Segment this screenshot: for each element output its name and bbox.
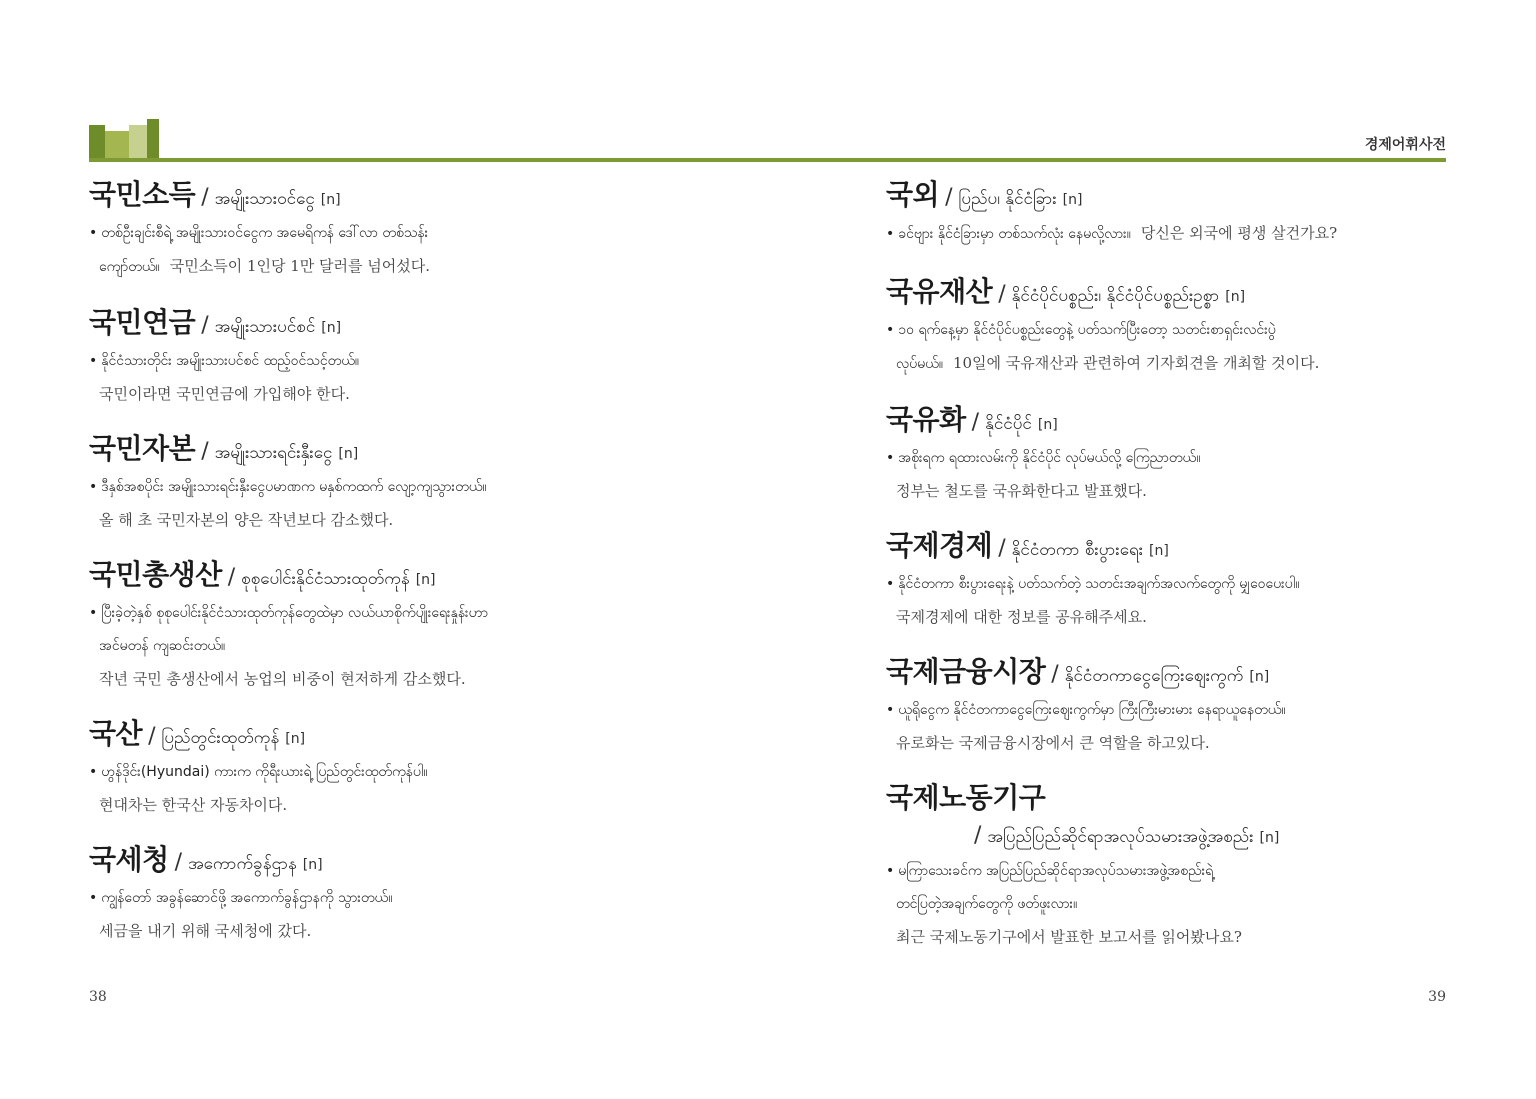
entry-head <box>886 275 1506 314</box>
example-korean: 정부는 철도를 국유화한다고 발표했다. <box>896 482 1147 500</box>
example-line <box>886 314 1506 347</box>
bullet: • <box>89 605 98 621</box>
example-line <box>89 250 709 284</box>
example-line <box>89 217 709 250</box>
entry-gugoe <box>886 178 1506 251</box>
pos-tag: [n] <box>1062 192 1083 208</box>
myanmar-term: နိုင်ငံပိုင်ပစ္စည်း၊ နိုင်ငံပိုင်ပစ္စည်းဥစ္စာ <box>1011 286 1220 306</box>
bullet: • <box>886 450 895 466</box>
pos-tag: [n] <box>302 857 323 873</box>
korean-term: 국세청 <box>89 843 169 876</box>
logo-block <box>129 125 147 161</box>
entry-head <box>89 717 709 756</box>
myanmar-term: နိုင်ငံပိုင် <box>985 414 1032 434</box>
example-line <box>89 756 709 789</box>
entry-head <box>886 403 1506 442</box>
entry-gugyuhwa <box>886 403 1506 507</box>
pos-tag: [n] <box>1259 830 1280 846</box>
pos-tag: [n] <box>285 731 306 747</box>
separator: / <box>201 185 209 210</box>
korean-term: 국민연금 <box>89 306 196 339</box>
example-line <box>89 345 709 378</box>
publisher-logo <box>89 119 159 161</box>
example-myanmar: နိုင်ငံတကာ စီးပွားရေးနဲ့ ပတ်သက်တဲ့ သတင်းအချက်အလက်တွေကို မျှဝေပေးပါ။ <box>898 576 1300 592</box>
example-myanmar: ယူရိုငွေက နိုင်ငံတကာငွေကြေးဈေးကွက်မှာ ကြီးကြီးမားမား နေရာယူနေတယ်။ <box>898 702 1286 718</box>
separator: / <box>945 185 953 210</box>
example-myanmar: နိုင်ငံသားတိုင်း အမျိုးသားပင်စင် ထည့်ဝင်သင့်တယ်။ <box>101 353 360 369</box>
page-number-left: 38 <box>89 989 107 1005</box>
example-myanmar: ဒီနှစ်အစပိုင်း အမျိုးသားရင်းနှီးငွေပမာဏက မနှစ်ကထက် လျော့ကျသွားတယ်။ <box>101 479 487 495</box>
example-myanmar: ပြီးခဲ့တဲ့နှစ် စုစုပေါင်းနိုင်ငံသားထုတ်ကုန်တွေထဲမှာ လယ်ယာစိုက်ပျိုးရေးနှုန်းဟာ <box>101 605 489 621</box>
bullet: • <box>89 353 98 369</box>
myanmar-term: နိုင်ငံတကာငွေကြေးဈေးကွက် <box>1064 666 1244 686</box>
korean-term: 국외 <box>886 178 940 211</box>
korean-term: 국제노동기구 <box>886 781 1046 814</box>
pos-tag: [n] <box>1037 417 1058 433</box>
example-line <box>89 471 709 504</box>
pos-tag: [n] <box>321 320 342 336</box>
example-korean: 당신은 외국에 평생 살건가요? <box>1140 224 1338 242</box>
myanmar-term: အမျိုးသားရင်းနှီးငွေ <box>214 443 333 463</box>
korean-term: 국민소득 <box>89 178 196 211</box>
example-korean: 최근 국제노동기구에서 발표한 보고서를 읽어봤나요? <box>896 928 1242 946</box>
entry-gukmin-yeongeum <box>89 306 709 410</box>
example-line <box>89 597 709 630</box>
separator: / <box>201 313 209 338</box>
pos-tag: [n] <box>1225 289 1246 305</box>
bullet: • <box>89 764 98 780</box>
example-korean: 국민소득이 1인당 1만 달러를 넘어섰다. <box>169 257 431 275</box>
myanmar-term: အမျိုးသားဝင်ငွေ <box>214 189 315 209</box>
example-line <box>886 694 1506 727</box>
example-myanmar: ကျွန်တော် အခွန်ဆောင်ဖို့ အကောက်ခွန်ဌာနကို သွားတယ်။ <box>101 890 393 906</box>
example-line <box>89 630 709 663</box>
separator: / <box>201 439 209 464</box>
bullet: • <box>886 702 895 718</box>
entry-head <box>89 843 709 882</box>
entry-head <box>89 178 709 217</box>
example-line <box>886 855 1506 888</box>
logo-block <box>147 119 159 161</box>
bullet: • <box>89 479 98 495</box>
example-myanmar: လုပ်မယ်။ <box>896 356 943 372</box>
entry-head <box>886 655 1506 694</box>
korean-term: 국유화 <box>886 403 966 436</box>
entry-head <box>89 558 709 597</box>
korean-term: 국유재산 <box>886 275 993 308</box>
example-myanmar: တင်ပြတဲ့အချက်တွေကို ဖတ်ဖူးလား။ <box>896 896 1078 912</box>
bullet: • <box>886 226 895 242</box>
myanmar-term: နိုင်ငံတကာ စီးပွားရေး <box>1011 540 1144 560</box>
myanmar-term: စုစုပေါင်းနိုင်ငံသားထုတ်ကုန် <box>241 569 410 589</box>
korean-term: 국산 <box>89 717 143 750</box>
header-rule <box>89 158 1446 162</box>
example-korean: 올 해 초 국민자본의 양은 작년보다 감소했다. <box>99 511 394 529</box>
example-korean: 10일에 국유재산과 관련하여 기자회견을 개최할 것이다. <box>952 354 1320 372</box>
entry-head <box>886 529 1506 568</box>
separator: / <box>998 282 1006 307</box>
example-myanmar: ဟွန်ဒိုင်း(Hyundai) ကားက ကိုရီးယားရဲ့ ပြည်တွင်းထုတ်ကုန်ပါ။ <box>101 764 428 780</box>
example-myanmar: ၁၀ ရက်နေ့မှာ နိုင်ငံပိုင်ပစ္စည်းတွေနဲ့ ပတ်သက်ပြီးတော့ သတင်းစာရှင်းလင်းပွဲ <box>898 322 1276 338</box>
entry-head <box>886 781 1506 819</box>
entry-head-continued <box>886 819 1506 855</box>
separator: / <box>174 850 183 875</box>
korean-term: 국제경제 <box>886 529 993 562</box>
separator: / <box>227 565 236 590</box>
separator: / <box>998 536 1006 561</box>
example-line <box>886 568 1506 601</box>
example-myanmar: ကျော်တယ်။ <box>99 259 160 275</box>
entry-head <box>886 178 1506 217</box>
entry-gukmin-sodeuk <box>89 178 709 284</box>
separator: / <box>974 823 982 848</box>
korean-term: 국민자본 <box>89 432 196 465</box>
example-myanmar: မကြာသေးခင်က အပြည်ပြည်ဆိုင်ရာအလုပ်သမားအဖွဲ့အစည်းရဲ့ <box>898 863 1214 879</box>
entry-head <box>89 432 709 471</box>
separator: / <box>148 724 156 749</box>
example-myanmar: အစိုးရက ရထားလမ်းကို နိုင်ငံပိုင် လုပ်မယ်လို့ ကြေညာတယ်။ <box>898 450 1201 466</box>
bullet: • <box>89 890 98 906</box>
pos-tag: [n] <box>1149 543 1169 559</box>
example-line <box>89 882 709 915</box>
bullet: • <box>89 225 98 241</box>
example-korean: 세금을 내기 위해 국세청에 갔다. <box>99 922 312 940</box>
left-column <box>89 178 709 947</box>
pos-tag: [n] <box>415 572 436 588</box>
entry-guksan <box>89 717 709 821</box>
bullet: • <box>886 322 895 338</box>
right-column <box>886 178 1506 953</box>
myanmar-term: အပြည်ပြည်ဆိုင်ရာအလုပ်သမားအဖွဲ့အစည်း <box>987 827 1254 847</box>
example-myanmar: တစ်ဦးချင်းစီရဲ့ အမျိုးသားဝင်ငွေက အမေရိကန် ဒေါ်လာ တစ်သန်း <box>101 225 429 241</box>
example-line <box>886 888 1506 921</box>
pos-tag: [n] <box>320 192 341 208</box>
pos-tag: [n] <box>338 446 359 462</box>
logo-block <box>105 131 129 161</box>
entry-gugyu-jaesan <box>886 275 1506 381</box>
korean-term: 국민총생산 <box>89 558 222 591</box>
myanmar-term: ပြည်ပ၊ နိုင်ငံခြား <box>958 189 1057 209</box>
entry-gukje-geumyung-sijang <box>886 655 1506 759</box>
separator: / <box>971 410 980 435</box>
example-myanmar: ခင်ဗျား နိုင်ငံခြားမှာ တစ်သက်လုံး နေမလို့လား။ <box>898 226 1131 242</box>
example-korean: 현대차는 한국산 자동차이다. <box>99 796 288 814</box>
pos-tag: [n] <box>1249 669 1270 685</box>
example-myanmar: အင်မတန် ကျဆင်းတယ်။ <box>99 638 226 654</box>
entry-head <box>89 306 709 345</box>
example-korean: 국제경제에 대한 정보를 공유해주세요. <box>896 608 1147 626</box>
entry-guksecheong <box>89 843 709 947</box>
separator: / <box>1051 662 1059 687</box>
myanmar-term: အမျိုးသားပင်စင် <box>214 317 316 337</box>
entry-gukje-gyeongje <box>886 529 1506 633</box>
entry-gukmin-jabon <box>89 432 709 536</box>
myanmar-term: ပြည်တွင်းထုတ်ကုန် <box>161 728 280 748</box>
entry-gukmin-chongsaengsan <box>89 558 709 695</box>
dictionary-title: 경제어휘사전 <box>1364 137 1446 153</box>
bullet: • <box>886 863 895 879</box>
example-line <box>886 442 1506 475</box>
example-korean: 작년 국민 총생산에서 농업의 비중이 현저하게 감소했다. <box>99 670 466 688</box>
entry-gukje-nodong-gigu <box>886 781 1506 953</box>
example-line <box>886 347 1506 381</box>
example-korean: 유로화는 국제금융시장에서 큰 역할을 하고있다. <box>896 734 1210 752</box>
korean-term: 국제금융시장 <box>886 655 1046 688</box>
bullet: • <box>886 576 895 592</box>
logo-block <box>89 125 105 161</box>
page-number-right: 39 <box>1428 989 1446 1005</box>
myanmar-term: အကောက်ခွန်ဌာန <box>188 854 297 874</box>
example-korean: 국민이라면 국민연금에 가입해야 한다. <box>99 385 350 403</box>
example-line <box>886 217 1506 251</box>
